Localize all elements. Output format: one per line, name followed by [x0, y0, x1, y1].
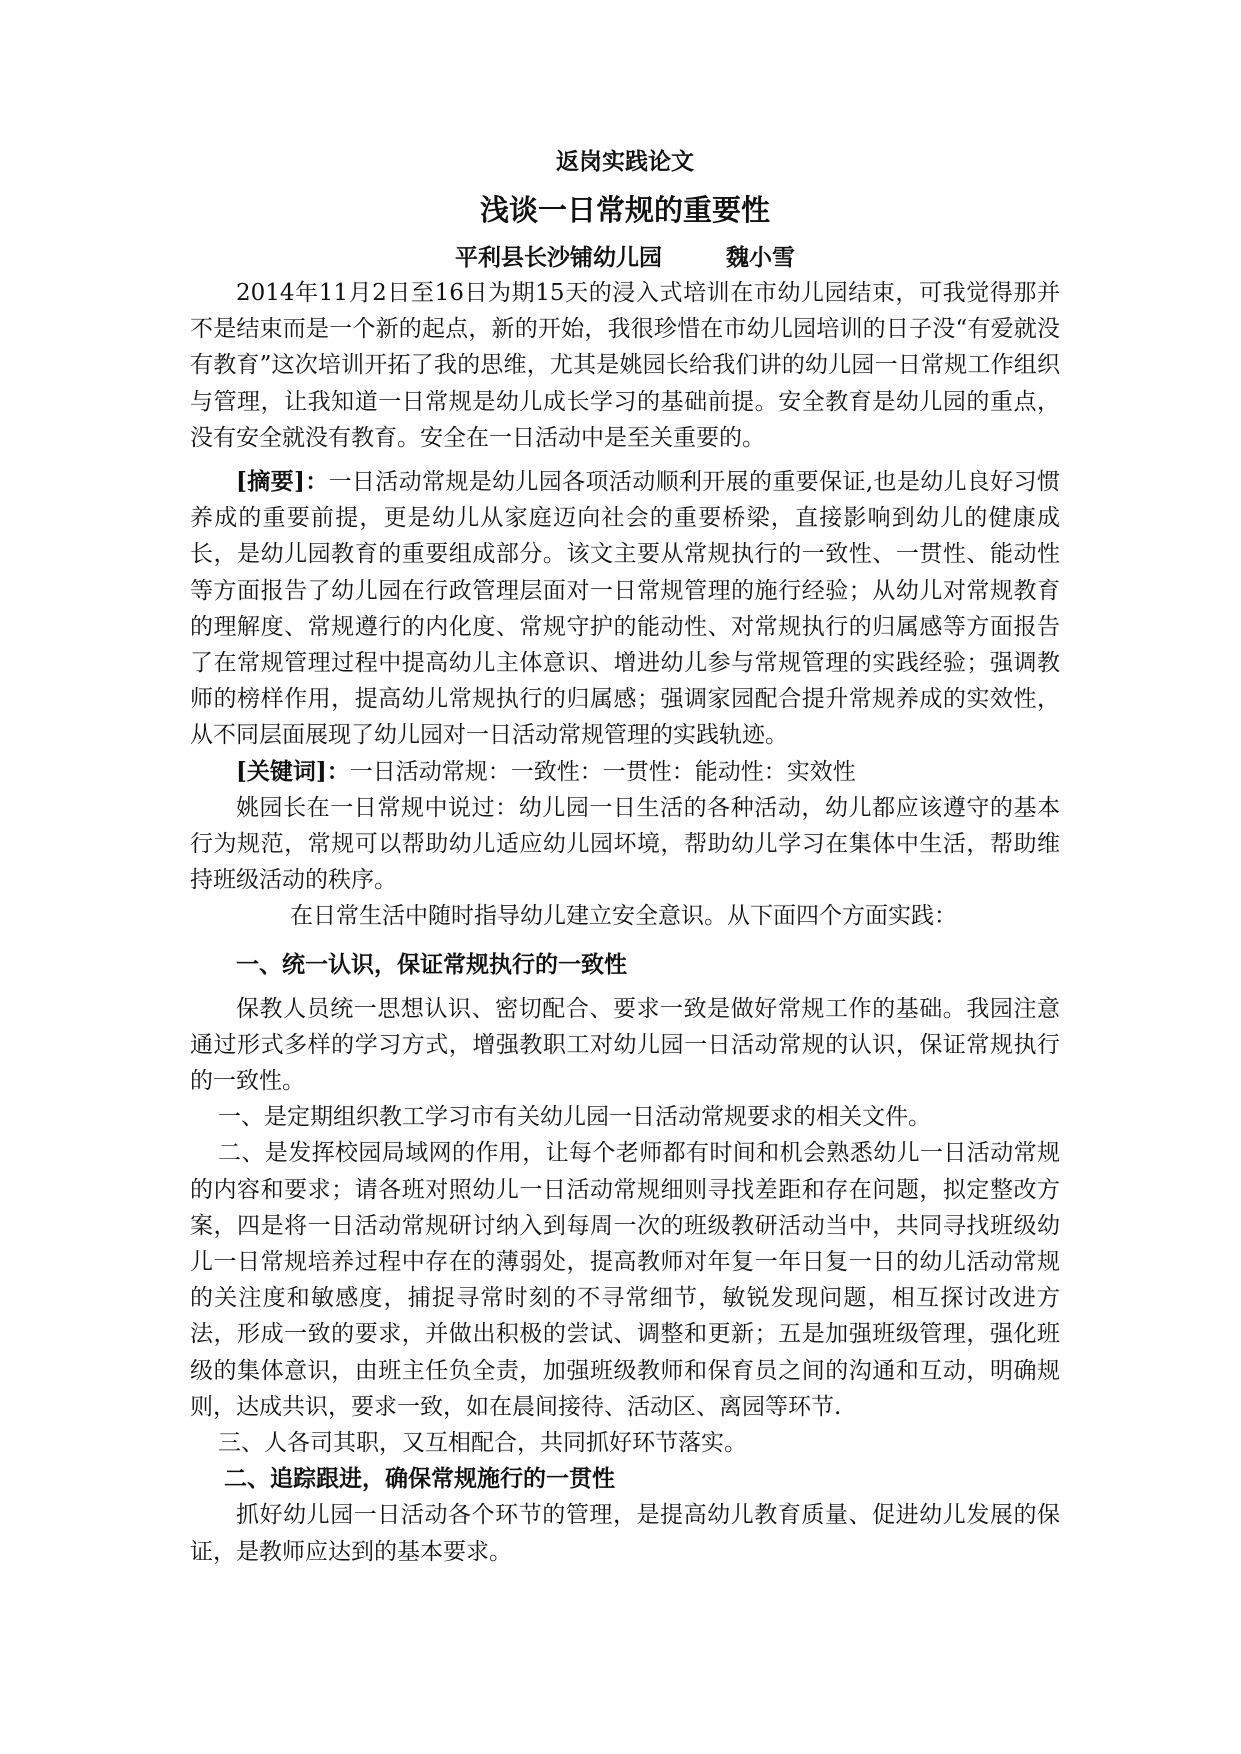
section1-paragraph: 保教人员统一思想认识、密切配合、要求一致是做好常规工作的基础。我园注意通过形式多样的学习方式，增强教职工对幼儿园一日活动常规的认识，保证常规执行的一致性。: [190, 995, 1060, 1095]
byline-school: 平利县长沙铺幼儿园: [455, 244, 662, 271]
document-title: 浅谈一日常规的重要性: [479, 193, 770, 227]
section1-item-3: 三、人各司其职，又互相配合，共同抓好环节落实。: [218, 1430, 747, 1457]
abstract-label: [摘要]：: [236, 468, 329, 496]
abstract-paragraph: [190, 464, 1060, 754]
daily-paragraph: 在日常生活中随时指导幼儿建立安全意识。从下面四个方面实践：: [290, 903, 957, 930]
yao-paragraph: 姚园长在一日常规中说过：幼儿园一日生活的各种活动，幼儿都应该遵守的基本行为规范，常规可以帮助幼儿适应幼儿园坏境，帮助幼儿学习在集体中生活，帮助维持班级活动的秩序。: [190, 794, 1060, 894]
abstract-text: 一日活动常规是幼儿园各项活动顺利开展的重要保证,也是幼儿良好习惯养成的重要前提，更是幼儿从家庭迈向社会的重要桥梁，直接影响到幼儿的健康成长，是幼儿园教育的重要组成部分。该文主要从常规执行的一致性、一贯性、能动性等方面报告了幼儿园在行政管理层面对一日常规管理的施行经验；从幼儿对常规教育的理解度、常规遵行的内化度、常规守护的能动性、对常规执行的归属感等方面报告了在常规管理过程中提高幼儿主体意识、增进幼儿参与常规管理的实践经验；强调教师的榜样作用，提高幼儿常规执行的归属感；强调家园配合提升常规养成的实效性，从不同层面展现了幼儿园对一日活动常规管理的实践轨迹。: [190, 469, 1061, 749]
document-supertitle: 返岗实践论文: [556, 148, 694, 175]
keywords-text: 一日活动常规：一致性：一贯性：能动性：实效性: [349, 758, 856, 785]
byline-author: 魏小雪: [726, 244, 795, 271]
byline: [190, 241, 1060, 275]
section2-heading: 二、追踪跟进，确保常规施行的一贯性: [224, 1465, 615, 1493]
keywords-paragraph: [190, 754, 1060, 790]
section1-heading: 一、统一认识，保证常规执行的一致性: [236, 950, 627, 978]
keywords-label: [关键词]：: [236, 757, 350, 785]
document-body: [190, 145, 1060, 1570]
intro-paragraph: 2014年11月2日至16日为期15天的浸入式培训在市幼儿园结束，可我觉得那并不是结束而是一个新的起点，新的开始，我很珍惜在市幼儿园培训的日子没“有爱就没有教育”这次培训开拓了我的思维，尤其是姚园长给我们讲的幼儿园一日常规工作组织与管理，让我知道一日常规是幼儿成长学习的基础前提。安全教育是幼儿园的重点，没有安全就没有教育。安全在一日活动中是至关重要的。: [190, 280, 1060, 451]
section2-paragraph: 抓好幼儿园一日活动各个环节的管理，是提高幼儿教育质量、促进幼儿发展的保证，是教师应达到的基本要求。: [190, 1502, 1060, 1565]
section1-item-2: 二、是发挥校园局域网的作用，让每个老师都有时间和机会熟悉幼儿一日活动常规的内容和要求；请各班对照幼儿一日活动常规细则寻找差距和存在问题，拟定整改方案，四是将一日活动常规研讨纳入到每周一次的班级教研活动当中，共同寻找班级幼儿一日常规培养过程中存在的薄弱处，提高教师对年复一年日复一日的幼儿活动常规的关注度和敏感度，捕捉寻常时刻的不寻常细节，敏锐发现问题，相互探讨改进方法，形成一致的要求，并做出积极的尝试、调整和更新；五是加强班级管理，强化班级的集体意识，由班主任负全责，加强班级教师和保育员之间的沟通和互动，明确规则，达成共识，要求一致，如在晨间接待、活动区、离园等环节.: [190, 1140, 1060, 1420]
section1-item-1: 一、是定期组织教工学习市有关幼儿园一日活动常规要求的相关文件。: [218, 1104, 931, 1131]
